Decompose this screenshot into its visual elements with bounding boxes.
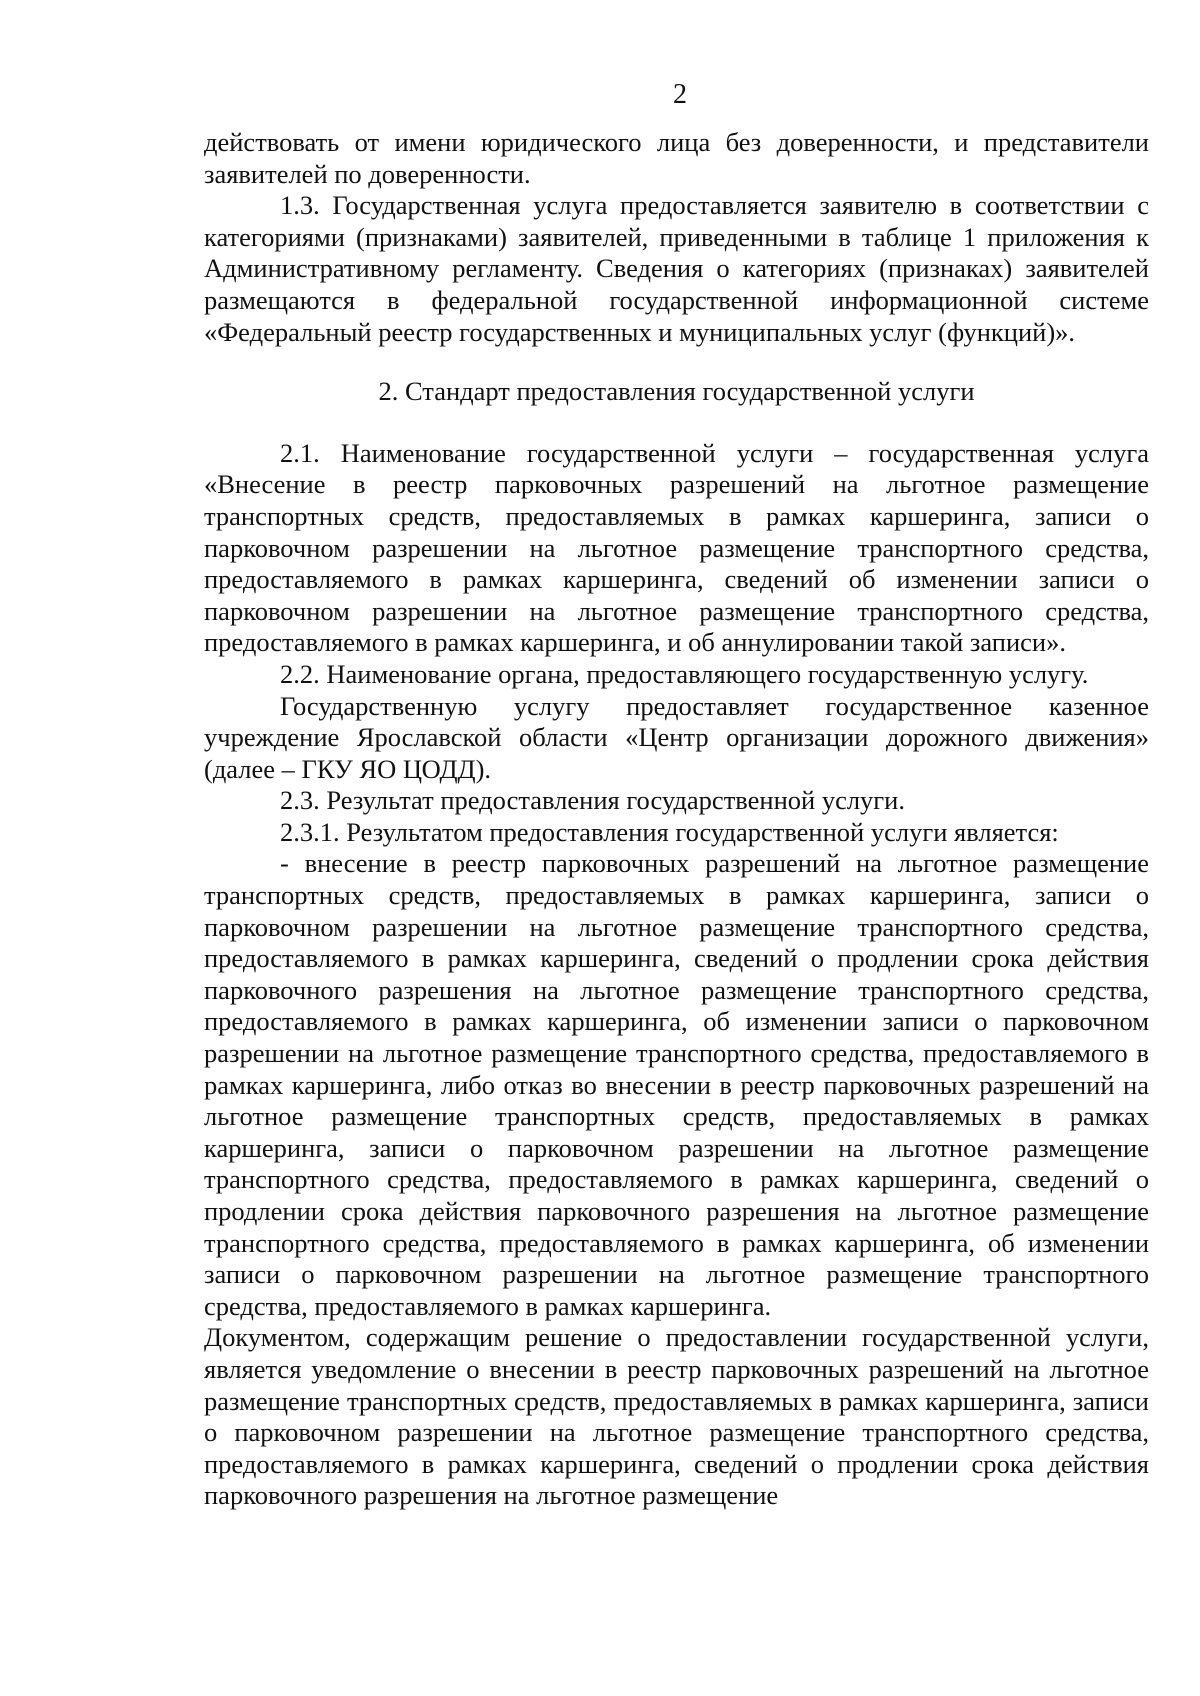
paragraph-2-3-1-document: Документом, содержащим решение о предоставлении государственной услуги, является уведомление о внесении в реестр парковочных разрешений на льготное размещение транспортных средств, предоставляемых в рамках каршеринга, записи о парковочном разрешении на льготное размещение транспортного средства, предоставляемого в рамках каршеринга, сведений о продлении срока действия парковочного разрешения на льготное размещение [204,1322,1149,1511]
paragraph-2-3-1-item: - внесение в реестр парковочных разрешений на льготное размещение транспортных средств, предоставляемых в рамках каршеринга, записи о парковочном разрешении на льготное размещение транспортного средства, предоставляемого в рамках каршеринга, сведений о продлении срока действия парковочного разрешения на льготное размещение транспортного средства, предоставляемого в рамках каршеринга, об изменении записи о парковочном разрешении на льготное размещение транспортного средства, предоставляемого в рамках каршеринга, либо отказ во внесении в реестр парковочных разрешений на льготное размещение транспортных средств, предоставляемых в рамках каршеринга, записи о парковочном разрешении на льготное размещение транспортного средства, предоставляемого в рамках каршеринга, сведений о продлении срока действия парковочного разрешения на льготное размещение транспортного средства, предоставляемого в рамках каршеринга, об изменении записи о парковочном разрешении на льготное размещение транспортного средства, предоставляемого в рамках каршеринга. [204,848,1149,1321]
paragraph-2-3-1: 2.3.1. Результатом предоставления государственной услуги является: [280,816,1059,847]
document-body [204,127,1149,1512]
paragraph-continuation: действовать от имени юридического лица без доверенности, и представители заявителей по доверенности. [204,127,1149,189]
paragraph-1-3: 1.3. Государственная услуга предоставляется заявителю в соответствии с категориями (признаками) заявителей, приведенными в таблице 1 приложения к Административному регламенту. Сведения о категориях (признаках) заявителей размещаются в федеральной государственной информационной системе «Федеральный реестр государственных и муниципальных услуг (функций)». [204,190,1149,347]
page-number: 2 [673,79,687,110]
paragraph-2-1: 2.1. Наименование государственной услуги – государственная услуга «Внесение в реестр парковочных разрешений на льготное размещение транспортных средств, предоставляемых в рамках каршеринга, записи о парковочном разрешении на льготное размещение транспортного средства, предоставляемого в рамках каршеринга, сведений об изменении записи о парковочном разрешении на льготное размещение транспортного средства, предоставляемого в рамках каршеринга, и об аннулировании такой записи». [204,437,1149,658]
paragraph-2-3: 2.3. Результат предоставления государственной услуги. [280,785,905,816]
section-heading-2: 2. Стандарт предоставления государственной услуги [378,376,975,407]
paragraph-2-2-body: Государственную услугу предоставляет государственное казенное учреждение Ярославской области «Центр организации дорожного движения» (далее – ГКУ ЯО ЦОДД). [204,690,1149,784]
paragraph-2-2: 2.2. Наименование органа, предоставляющего государственную услугу. [280,658,1089,689]
